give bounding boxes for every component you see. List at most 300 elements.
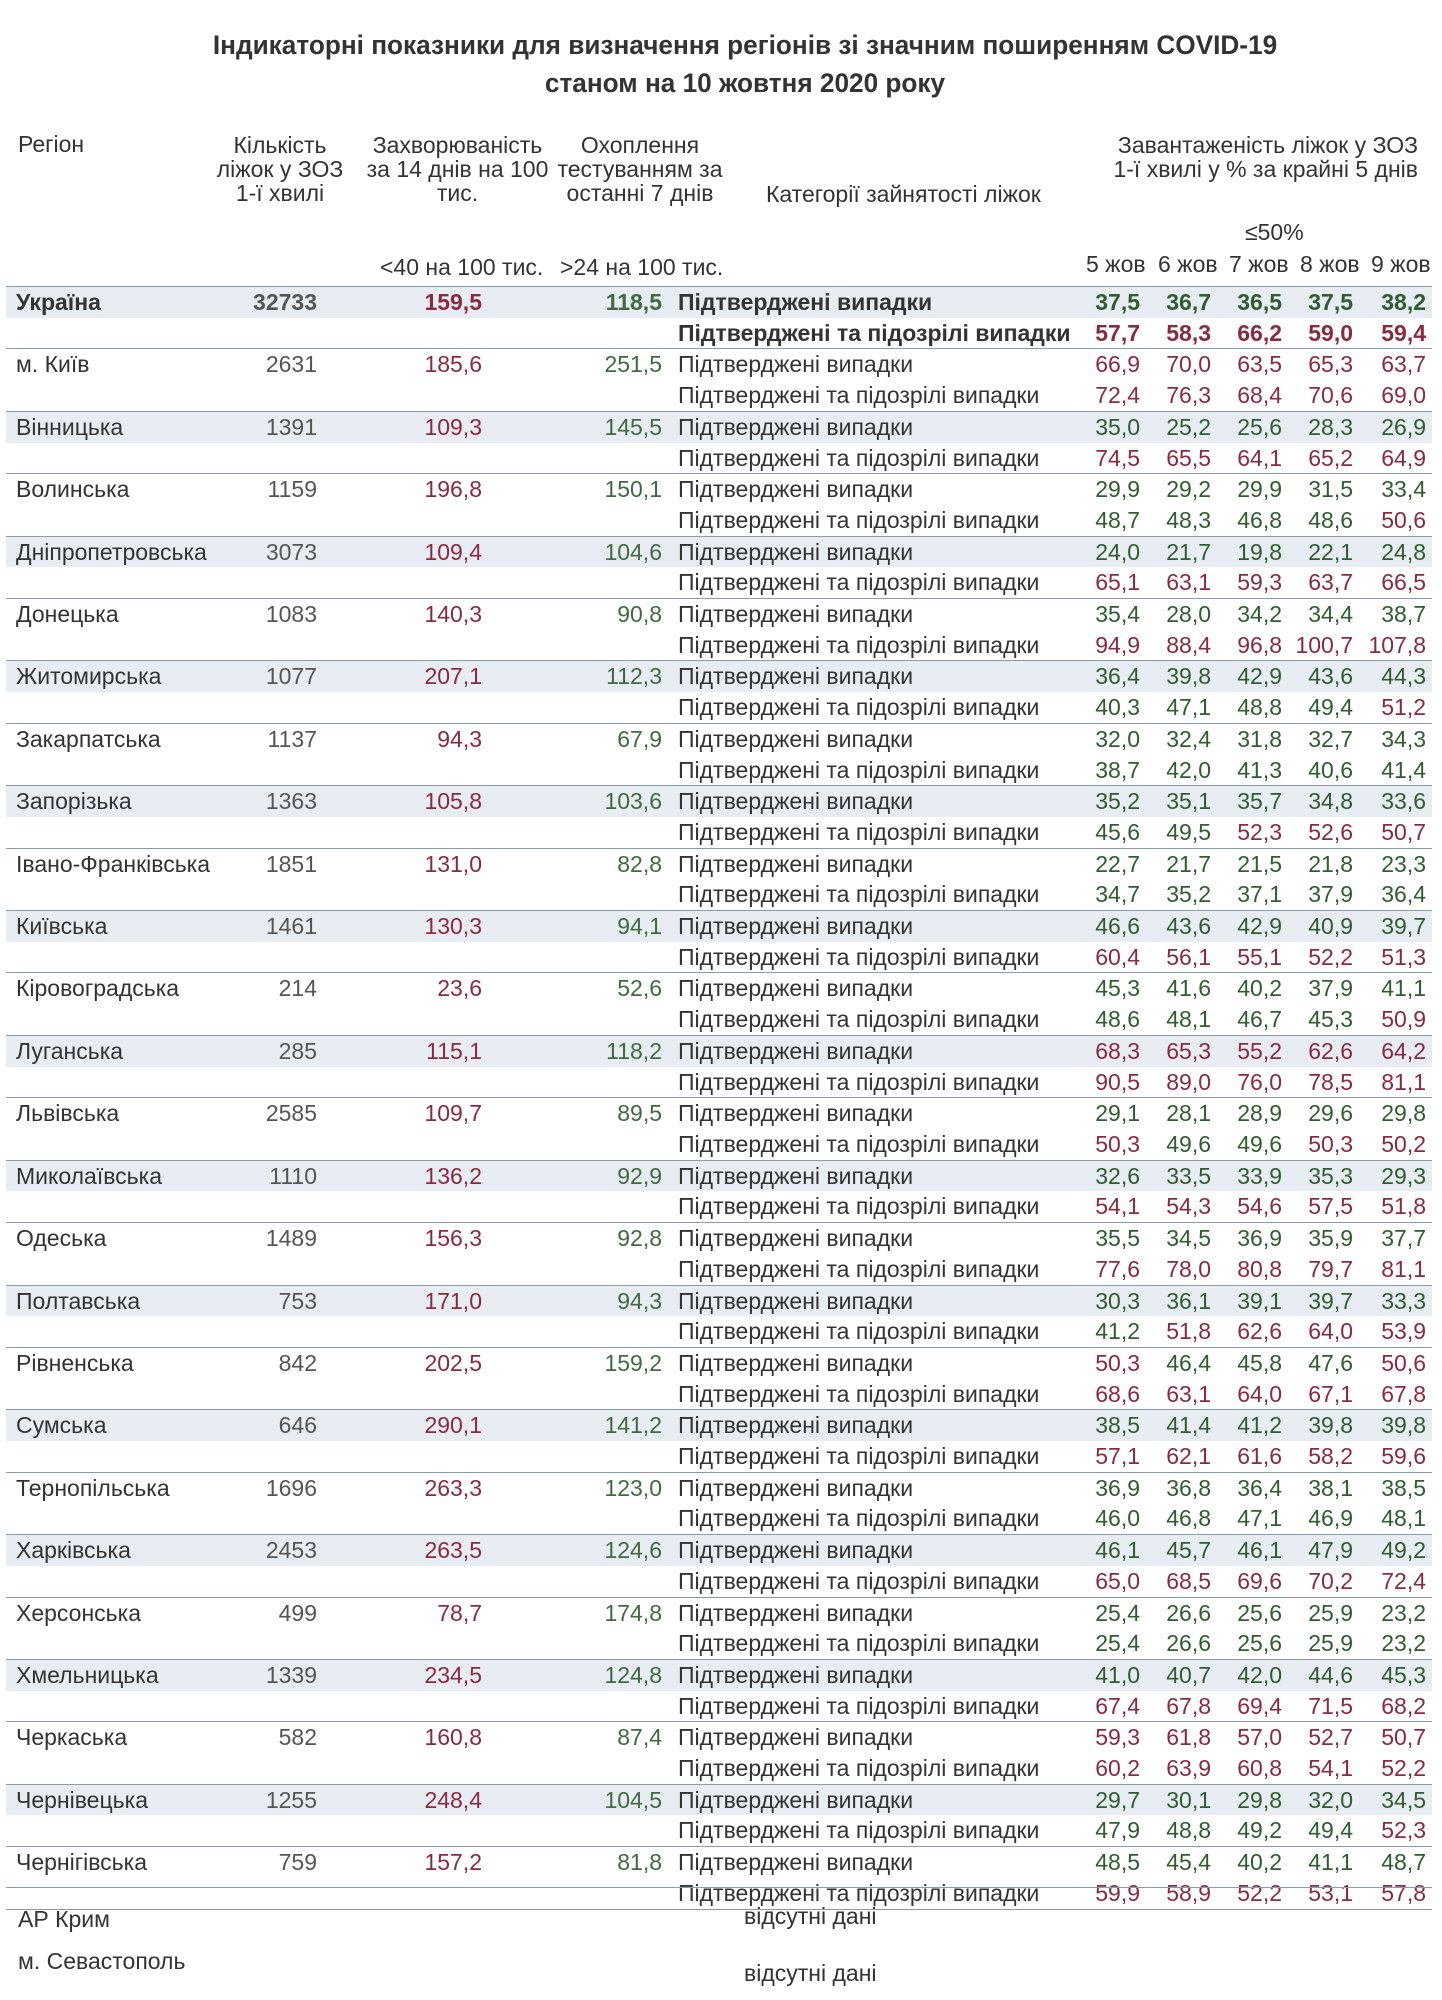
- region-name: м. Київ: [16, 351, 90, 378]
- table-row: [6, 942, 1432, 973]
- header-day: 9 жов: [1371, 251, 1431, 277]
- category-label: Підтверджені та підозрілі випадки: [666, 505, 1074, 536]
- load-value: 35,2: [1146, 879, 1217, 910]
- region-name: Київська: [6, 911, 221, 942]
- region-name: Житомирська: [6, 661, 221, 692]
- empty-cell: [486, 1878, 666, 1909]
- load-value: 81,1: [1359, 1067, 1432, 1098]
- load-value: 38,5: [1074, 1410, 1146, 1441]
- region-name: Івано-Франківська: [16, 850, 211, 877]
- category-label: Підтверджені та підозрілі випадки: [666, 1254, 1074, 1285]
- load-value: 38,7: [1381, 601, 1426, 628]
- empty-cell: [6, 380, 221, 411]
- category-label: Підтверджені випадки: [678, 1100, 914, 1127]
- load-value: 40,2: [1237, 1849, 1282, 1876]
- empty-cell: [486, 505, 666, 536]
- table-row: [6, 1815, 1432, 1846]
- load-value: 44,6: [1288, 1659, 1359, 1690]
- category-label: Підтверджені випадки: [666, 1535, 1074, 1566]
- testing-value: 82,8: [617, 850, 662, 877]
- category-label: Підтверджені випадки: [678, 975, 914, 1002]
- load-value: 51,8: [1146, 1316, 1217, 1347]
- table-row: [6, 411, 1432, 442]
- table-row: [6, 911, 1432, 942]
- header-incidence-threshold: <40 на 100 тис.: [380, 254, 544, 280]
- testing-value: 118,5: [486, 287, 666, 318]
- category-label: Підтверджені випадки: [678, 1225, 914, 1252]
- no-data-label: відсутні дані: [744, 1903, 877, 1929]
- table-row: [6, 1753, 1432, 1784]
- load-value: 39,8: [1146, 661, 1217, 692]
- region-name: Рівненська: [16, 1349, 134, 1376]
- load-value: 68,6: [1074, 1379, 1146, 1410]
- empty-cell: [321, 318, 486, 349]
- category-label: Підтверджені випадки: [678, 1599, 914, 1626]
- load-value: 46,1: [1074, 1535, 1146, 1566]
- load-value: 36,1: [1146, 1285, 1217, 1316]
- incidence-value: 105,8: [321, 786, 486, 817]
- load-value: 50,6: [1381, 1349, 1426, 1376]
- load-value: 64,0: [1217, 1379, 1288, 1410]
- beds-count: 499: [278, 1599, 317, 1626]
- table-row: [6, 1878, 1432, 1909]
- category-label: Підтверджені та підозрілі випадки: [666, 1628, 1074, 1659]
- empty-cell: [321, 1503, 486, 1534]
- empty-cell: [321, 692, 486, 723]
- load-value: 48,7: [1381, 1849, 1426, 1876]
- load-value: 62,1: [1146, 1441, 1217, 1472]
- load-value: 47,1: [1146, 692, 1217, 723]
- load-value: 31,5: [1308, 476, 1353, 503]
- load-value: 33,6: [1359, 786, 1432, 817]
- load-value: 21,5: [1237, 850, 1282, 877]
- load-value: 36,5: [1217, 287, 1288, 318]
- load-value: 57,1: [1074, 1441, 1146, 1472]
- testing-value: 159,2: [604, 1349, 662, 1376]
- load-value: 46,6: [1074, 911, 1146, 942]
- empty-cell: [6, 630, 221, 661]
- load-value: 49,6: [1217, 1129, 1288, 1160]
- empty-cell: [6, 1691, 221, 1722]
- load-value: 52,2: [1288, 942, 1359, 973]
- incidence-value: 23,6: [437, 975, 482, 1002]
- empty-cell: [221, 1379, 321, 1410]
- testing-value: 174,8: [604, 1599, 662, 1626]
- incidence-value: 131,0: [424, 850, 482, 877]
- category-label: Підтверджені та підозрілі випадки: [666, 1379, 1074, 1410]
- empty-cell: [321, 1379, 486, 1410]
- empty-cell: [221, 1129, 321, 1160]
- load-value: 35,2: [1074, 786, 1146, 817]
- load-value: 28,1: [1166, 1100, 1211, 1127]
- load-value: 48,5: [1095, 1849, 1140, 1876]
- empty-cell: [486, 1067, 666, 1098]
- empty-cell: [6, 1067, 221, 1098]
- load-value: 63,9: [1146, 1753, 1217, 1784]
- empty-cell: [221, 1878, 321, 1909]
- table-row: [6, 1191, 1432, 1222]
- category-label: Підтверджені випадки: [666, 1659, 1074, 1690]
- testing-value: 87,4: [617, 1724, 662, 1751]
- empty-cell: [486, 1566, 666, 1597]
- load-value: 49,2: [1217, 1815, 1288, 1846]
- load-value: 69,0: [1359, 380, 1432, 411]
- load-value: 88,4: [1146, 630, 1217, 661]
- load-value: 41,1: [1381, 975, 1426, 1002]
- table-row: [6, 1628, 1432, 1659]
- category-label: Підтверджені та підозрілі випадки: [666, 1691, 1074, 1722]
- load-value: 45,3: [1359, 1659, 1432, 1690]
- category-label: Підтверджені випадки: [678, 351, 914, 378]
- testing-value: 251,5: [604, 351, 662, 378]
- empty-cell: [486, 1753, 666, 1784]
- load-value: 37,5: [1074, 287, 1146, 318]
- beds-count: 842: [278, 1349, 317, 1376]
- empty-cell: [321, 443, 486, 474]
- load-value: 46,4: [1166, 1349, 1211, 1376]
- load-value: 24,0: [1074, 536, 1146, 567]
- empty-cell: [486, 318, 666, 349]
- load-value: 35,7: [1217, 786, 1288, 817]
- empty-cell: [6, 1628, 221, 1659]
- region-name: Донецька: [16, 601, 119, 628]
- header-category: Категорії зайнятості ліжок: [766, 181, 1041, 207]
- beds-count: 1077: [221, 661, 321, 692]
- table-row: [6, 1441, 1432, 1472]
- table-row: [6, 1691, 1432, 1722]
- load-value: 28,3: [1288, 411, 1359, 442]
- load-value: 50,7: [1381, 1724, 1426, 1751]
- empty-cell: [221, 1691, 321, 1722]
- load-value: 60,4: [1074, 942, 1146, 973]
- incidence-value: 109,3: [321, 411, 486, 442]
- empty-cell: [321, 1004, 486, 1035]
- empty-cell: [486, 1379, 666, 1410]
- incidence-value: 136,2: [321, 1160, 486, 1191]
- empty-cell: [6, 1316, 221, 1347]
- load-value: 30,3: [1074, 1285, 1146, 1316]
- category-label: Підтверджені випадки: [678, 850, 914, 877]
- load-value: 41,6: [1166, 975, 1211, 1002]
- beds-count: 1696: [265, 1474, 317, 1501]
- empty-cell: [221, 1316, 321, 1347]
- load-value: 72,4: [1074, 380, 1146, 411]
- load-value: 69,6: [1217, 1566, 1288, 1597]
- load-value: 54,1: [1288, 1753, 1359, 1784]
- region-name: Львівська: [16, 1100, 120, 1127]
- header-region: Регіон: [18, 131, 85, 157]
- incidence-value: 109,4: [321, 536, 486, 567]
- empty-cell: [6, 1441, 221, 1472]
- load-value: 58,9: [1146, 1878, 1217, 1909]
- load-value: 29,8: [1381, 1100, 1426, 1127]
- load-value: 33,3: [1359, 1285, 1432, 1316]
- load-value: 34,5: [1166, 1225, 1211, 1252]
- incidence-value: 196,8: [424, 476, 482, 503]
- region-name: Черкаська: [16, 1724, 128, 1751]
- region-name: Хмельницька: [6, 1659, 221, 1690]
- incidence-value: 263,5: [321, 1535, 486, 1566]
- category-label: Підтверджені випадки: [666, 1784, 1074, 1815]
- load-value: 100,7: [1288, 630, 1359, 661]
- indicator-table: [6, 287, 1432, 1910]
- load-value: 48,6: [1074, 1004, 1146, 1035]
- region-name: Харківська: [6, 1535, 221, 1566]
- load-value: 63,7: [1381, 351, 1426, 378]
- table-row: [6, 1722, 1432, 1753]
- load-value: 29,9: [1095, 476, 1140, 503]
- empty-cell: [221, 1503, 321, 1534]
- empty-cell: [321, 1878, 486, 1909]
- empty-cell: [221, 443, 321, 474]
- load-value: 22,7: [1095, 850, 1140, 877]
- category-label: Підтверджені випадки: [678, 476, 914, 503]
- empty-cell: [221, 1815, 321, 1846]
- empty-cell: [221, 1441, 321, 1472]
- table-row: [6, 380, 1432, 411]
- load-value: 38,2: [1359, 287, 1432, 318]
- load-value: 37,9: [1288, 879, 1359, 910]
- table-row: [6, 599, 1432, 630]
- table-row: [6, 1472, 1432, 1503]
- load-value: 61,6: [1217, 1441, 1288, 1472]
- table-row: [6, 1004, 1432, 1035]
- load-value: 50,2: [1359, 1129, 1432, 1160]
- empty-cell: [221, 817, 321, 848]
- category-label: Підтверджені випадки: [678, 1349, 914, 1376]
- load-value: 71,5: [1288, 1691, 1359, 1722]
- beds-count: 1255: [221, 1784, 321, 1815]
- empty-cell: [221, 692, 321, 723]
- load-value: 32,0: [1095, 725, 1140, 752]
- beds-count: 214: [278, 975, 317, 1002]
- load-value: 50,7: [1359, 817, 1432, 848]
- category-label: Підтверджені та підозрілі випадки: [666, 1129, 1074, 1160]
- table-row: [6, 817, 1432, 848]
- load-value: 33,9: [1217, 1160, 1288, 1191]
- empty-cell: [6, 755, 221, 786]
- table-row: [6, 1784, 1432, 1815]
- load-value: 30,1: [1146, 1784, 1217, 1815]
- beds-count: 1851: [265, 850, 317, 877]
- table-row: [6, 1285, 1432, 1316]
- load-value: 38,5: [1381, 1474, 1426, 1501]
- load-value: 38,1: [1308, 1474, 1353, 1501]
- category-label: Підтверджені випадки: [678, 1849, 914, 1876]
- load-value: 68,3: [1074, 1035, 1146, 1066]
- region-name: Полтавська: [6, 1285, 221, 1316]
- table-row: [6, 1503, 1432, 1534]
- load-value: 107,8: [1359, 630, 1432, 661]
- table-row: [6, 661, 1432, 692]
- table-row: [6, 474, 1432, 505]
- load-value: 46,1: [1217, 1535, 1288, 1566]
- empty-cell: [6, 1503, 221, 1534]
- load-value: 77,6: [1074, 1254, 1146, 1285]
- category-label: Підтверджені та підозрілі випадки: [666, 1878, 1074, 1909]
- testing-value: 118,2: [486, 1035, 666, 1066]
- load-value: 35,9: [1308, 1225, 1353, 1252]
- load-value: 34,4: [1308, 601, 1353, 628]
- empty-cell: [221, 1004, 321, 1035]
- load-value: 39,7: [1359, 911, 1432, 942]
- empty-cell: [6, 567, 221, 598]
- category-label: Підтверджені та підозрілі випадки: [666, 1067, 1074, 1098]
- table-row: [6, 1254, 1432, 1285]
- table-bottom-rule: [6, 1887, 1432, 1888]
- load-value: 28,0: [1166, 601, 1211, 628]
- load-value: 23,2: [1359, 1628, 1432, 1659]
- region-name: Тернопільська: [16, 1474, 170, 1501]
- load-value: 51,3: [1359, 942, 1432, 973]
- category-label: Підтверджені та підозрілі випадки: [666, 1815, 1074, 1846]
- load-value: 50,3: [1288, 1129, 1359, 1160]
- load-value: 25,9: [1308, 1599, 1353, 1626]
- empty-cell: [6, 942, 221, 973]
- load-value: 39,8: [1288, 1410, 1359, 1441]
- load-value: 36,9: [1095, 1474, 1140, 1501]
- table-row: [6, 1129, 1432, 1160]
- empty-cell: [6, 817, 221, 848]
- load-value: 45,8: [1237, 1349, 1282, 1376]
- beds-count: 646: [221, 1410, 321, 1441]
- load-value: 78,0: [1146, 1254, 1217, 1285]
- region-name: Закарпатська: [16, 725, 161, 752]
- table-row: [6, 1410, 1432, 1441]
- load-value: 31,8: [1237, 725, 1282, 752]
- load-value: 70,6: [1288, 380, 1359, 411]
- header-load-threshold: ≤50%: [1245, 219, 1304, 245]
- load-value: 49,5: [1146, 817, 1217, 848]
- load-value: 76,3: [1146, 380, 1217, 411]
- table-row: [6, 1067, 1432, 1098]
- region-name: Запорізька: [6, 786, 221, 817]
- empty-cell: [221, 755, 321, 786]
- header-load: Завантаженість ліжок у ЗОЗ 1-ї хвилі у % за крайні 5 днів: [1113, 132, 1418, 182]
- category-label: Підтверджені та підозрілі випадки: [666, 318, 1074, 349]
- region-name: Дніпропетровська: [6, 536, 221, 567]
- table-row: [6, 1379, 1432, 1410]
- load-value: 56,1: [1146, 942, 1217, 973]
- load-value: 57,8: [1359, 1878, 1432, 1909]
- category-label: Підтверджені та підозрілі випадки: [666, 380, 1074, 411]
- incidence-value: 263,3: [424, 1474, 482, 1501]
- empty-cell: [321, 1441, 486, 1472]
- table-row: [6, 1566, 1432, 1597]
- table-row: [6, 1535, 1432, 1566]
- load-value: 48,6: [1288, 505, 1359, 536]
- region-name: Кіровоградська: [16, 975, 180, 1002]
- table-row: [6, 1659, 1432, 1690]
- load-value: 32,0: [1288, 1784, 1359, 1815]
- category-label: Підтверджені випадки: [678, 725, 914, 752]
- empty-cell: [6, 692, 221, 723]
- load-value: 46,0: [1074, 1503, 1146, 1534]
- load-value: 60,8: [1217, 1753, 1288, 1784]
- empty-cell: [486, 1254, 666, 1285]
- table-row: [6, 1597, 1432, 1628]
- incidence-value: 171,0: [321, 1285, 486, 1316]
- load-value: 50,3: [1095, 1349, 1140, 1376]
- load-value: 37,1: [1217, 879, 1288, 910]
- empty-cell: [6, 1753, 221, 1784]
- empty-cell: [6, 879, 221, 910]
- category-label: Підтверджені та підозрілі випадки: [666, 1753, 1074, 1784]
- load-value: 67,8: [1359, 1379, 1432, 1410]
- beds-count: 759: [278, 1849, 317, 1876]
- incidence-value: 140,3: [424, 601, 482, 628]
- load-value: 47,1: [1217, 1503, 1288, 1534]
- testing-value: 67,9: [617, 725, 662, 752]
- empty-cell: [6, 1254, 221, 1285]
- load-value: 70,0: [1166, 351, 1211, 378]
- load-value: 53,9: [1359, 1316, 1432, 1347]
- beds-count: 285: [221, 1035, 321, 1066]
- empty-cell: [221, 1191, 321, 1222]
- testing-value: 90,8: [617, 601, 662, 628]
- empty-cell: [321, 1067, 486, 1098]
- empty-cell: [321, 1129, 486, 1160]
- load-value: 36,7: [1146, 287, 1217, 318]
- load-value: 40,3: [1074, 692, 1146, 723]
- empty-cell: [486, 879, 666, 910]
- beds-count: 582: [278, 1724, 317, 1751]
- load-value: 52,3: [1359, 1815, 1432, 1846]
- category-label: Підтверджені випадки: [666, 287, 1074, 318]
- load-value: 42,9: [1217, 661, 1288, 692]
- incidence-value: 78,7: [437, 1599, 482, 1626]
- empty-cell: [486, 817, 666, 848]
- table-row: [6, 1347, 1432, 1378]
- empty-cell: [486, 1004, 666, 1035]
- empty-cell: [221, 380, 321, 411]
- load-value: 48,8: [1146, 1815, 1217, 1846]
- load-value: 66,2: [1217, 318, 1288, 349]
- load-value: 55,1: [1217, 942, 1288, 973]
- category-label: Підтверджені та підозрілі випадки: [666, 817, 1074, 848]
- category-label: Підтверджені випадки: [666, 411, 1074, 442]
- load-value: 81,1: [1359, 1254, 1432, 1285]
- empty-cell: [6, 1129, 221, 1160]
- empty-cell: [221, 1067, 321, 1098]
- empty-cell: [321, 505, 486, 536]
- load-value: 64,2: [1359, 1035, 1432, 1066]
- load-value: 32,4: [1166, 725, 1211, 752]
- empty-cell: [486, 567, 666, 598]
- load-value: 61,8: [1166, 1724, 1211, 1751]
- load-value: 66,5: [1359, 567, 1432, 598]
- header-testing: Охоплення тестуванням за останні 7 днів: [557, 132, 723, 206]
- load-value: 38,7: [1074, 755, 1146, 786]
- incidence-value: 185,6: [424, 351, 482, 378]
- empty-cell: [321, 1753, 486, 1784]
- incidence-value: 156,3: [424, 1225, 482, 1252]
- table-row: [6, 1847, 1432, 1878]
- load-value: 22,1: [1288, 536, 1359, 567]
- load-value: 33,4: [1381, 476, 1426, 503]
- category-label: Підтверджені та підозрілі випадки: [666, 1441, 1074, 1472]
- header-day: 7 жов: [1229, 251, 1289, 277]
- load-value: 57,7: [1074, 318, 1146, 349]
- region-name: Одеська: [16, 1225, 107, 1252]
- load-value: 55,2: [1217, 1035, 1288, 1066]
- load-value: 42,0: [1146, 755, 1217, 786]
- load-value: 80,8: [1217, 1254, 1288, 1285]
- load-value: 79,7: [1288, 1254, 1359, 1285]
- beds-count: 1110: [221, 1160, 321, 1191]
- footer-sevastopol: м. Севастополь: [18, 1948, 186, 1974]
- incidence-value: 248,4: [321, 1784, 486, 1815]
